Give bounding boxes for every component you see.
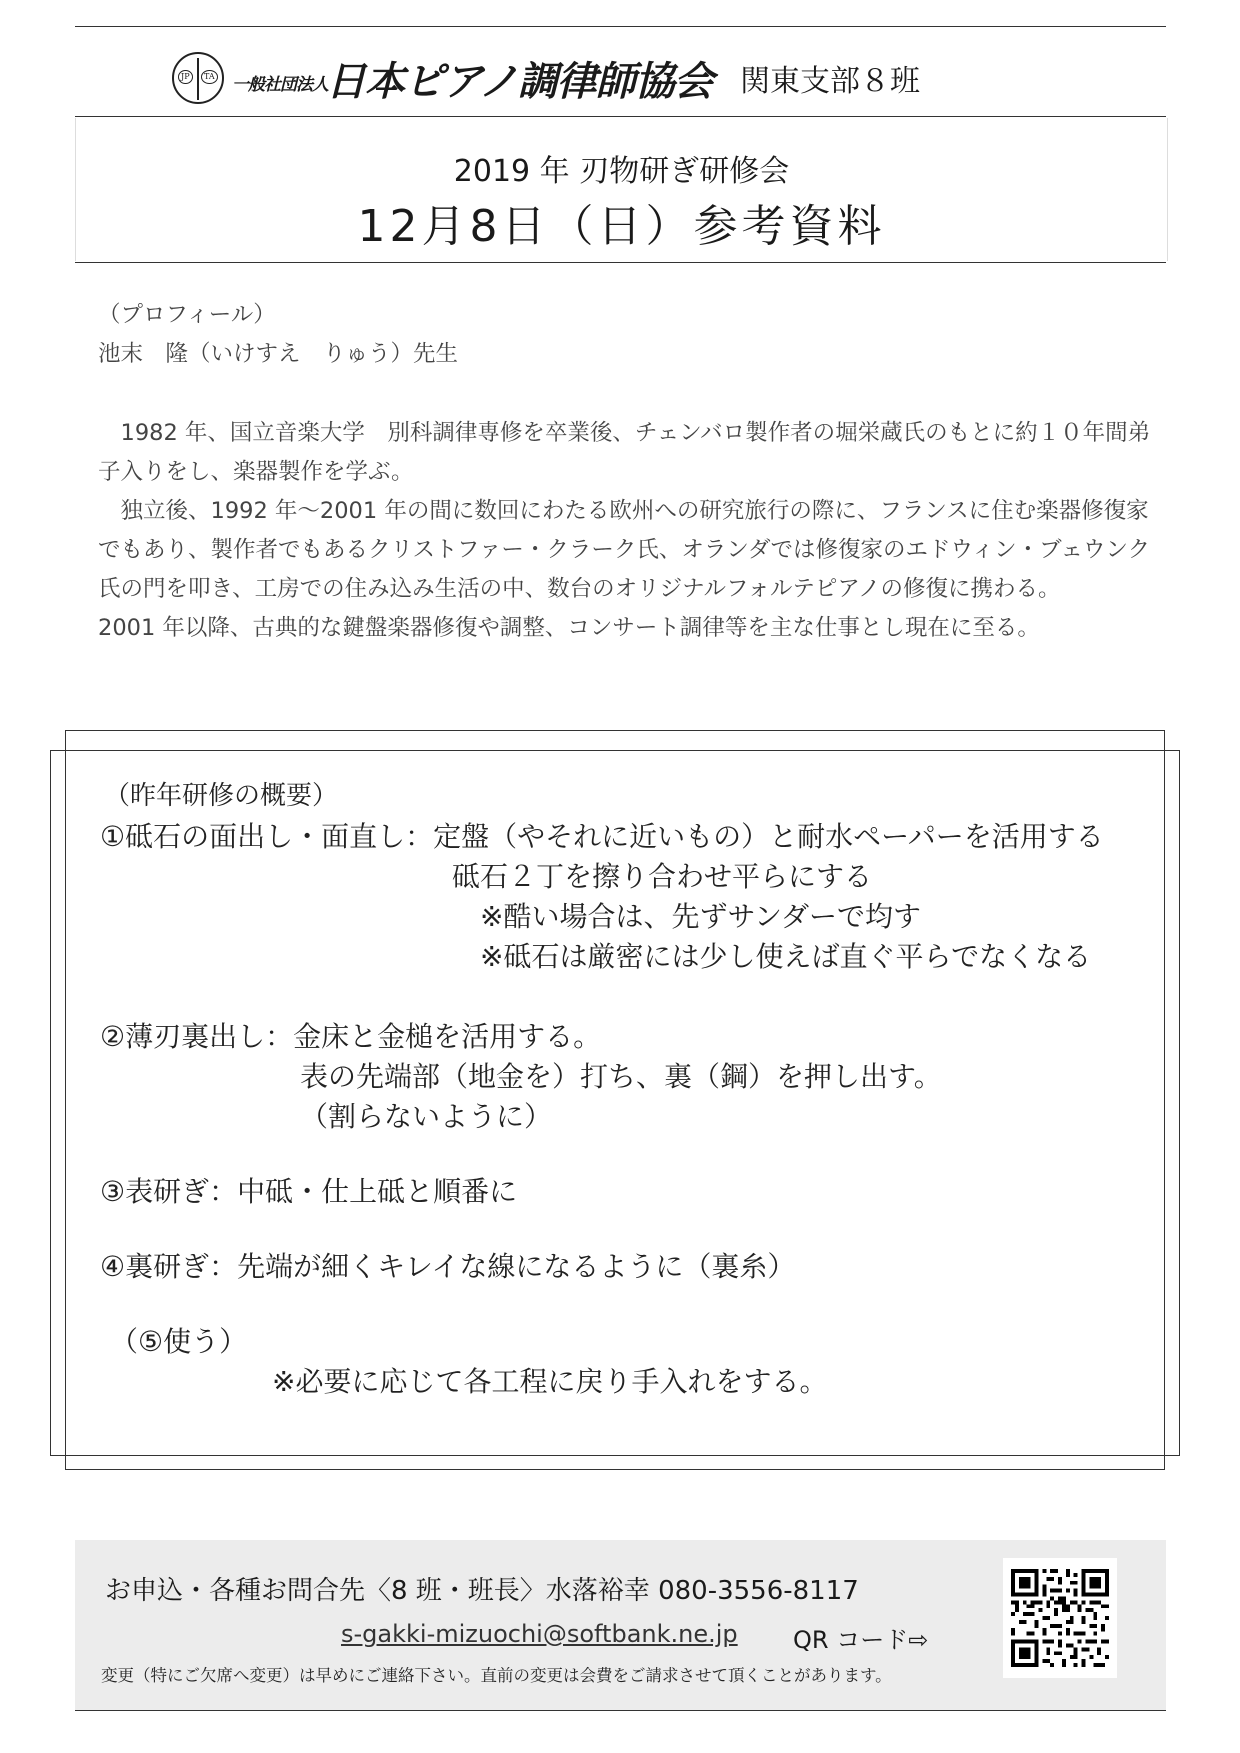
association-header	[168, 46, 968, 106]
header-rule	[75, 116, 1166, 117]
qr-code-label: QR コード⇨	[793, 1626, 929, 1654]
step-1: ①砥石の面出し・面直し：定盤（やそれに近いもの）と耐水ペーパーを活用する	[100, 820, 1104, 853]
profile-paragraph: 1982 年、国立音楽大学 別科調律専修を卒業後、チェンバロ製作者の堀栄蔵氏のもとに約１０年間弟子入りをし、楽器製作を学ぶ。	[98, 420, 1151, 485]
contact-email-link[interactable]: s-gakki-mizuochi@softbank.ne.jp	[341, 1620, 738, 1648]
step-4: ④裏研ぎ：先端が細くキレイな線になるように（裏糸）	[100, 1250, 796, 1283]
step-1-line-2: 砥石２丁を擦り合わせ平らにする	[452, 860, 873, 893]
step-3: ③表研ぎ：中砥・仕上砥と順番に	[100, 1175, 518, 1208]
org-prefix: 一般社団法人	[232, 75, 328, 95]
step-5: （⑤使う）	[110, 1325, 248, 1358]
title-block	[75, 118, 1168, 261]
step-2-line-2: 表の先端部（地金を）打ち、裏（鋼）を押し出す。	[300, 1060, 942, 1093]
top-rule	[75, 26, 1166, 27]
logo-emblem-jp: JP	[178, 70, 193, 84]
cancellation-note: 変更（特にご欠席へ変更）は早めにご連絡下さい。直前の変更は会費をご請求させて頂くことがあります。	[101, 1666, 892, 1685]
profile-paragraph: 独立後、1992 年～2001 年の間に数回にわたる欧州への研究旅行の際に、フランスに住む楽器修復家でもあり、製作者でもあるクリストファー・クラーク氏、オランダでは修復家のエドウィン・ブェウンク氏の門を叩き、工房での住み込み生活の中、数台のオリジナルフォルテピアノの修復に携わる。	[98, 498, 1151, 602]
profile-section	[98, 296, 1158, 648]
page-title: 12月8日（日）参考資料	[357, 201, 886, 252]
profile-heading: （プロフィール）	[98, 302, 276, 328]
step-1-note-1: ※酷い場合は、先ずサンダーで均す	[480, 900, 921, 933]
contact-info: お申込・各種お問合先〈8 班・班長〉水落裕幸 080-3556-8117	[105, 1576, 859, 1606]
step-2: ②薄刃裏出し：金床と金槌を活用する。	[100, 1020, 602, 1053]
event-subtitle: 2019 年 刃物研ぎ研修会	[453, 154, 790, 189]
contact-footer	[75, 1540, 1166, 1710]
closing-note: ※必要に応じて各工程に戻り手入れをする。	[272, 1365, 828, 1398]
qr-code-icon[interactable]	[1003, 1558, 1117, 1678]
branch-label: 関東支部８班	[740, 64, 920, 99]
title-rule	[75, 262, 1166, 263]
step-2-line-3: （割らないように）	[300, 1100, 553, 1133]
footer-bottom-rule	[75, 1710, 1166, 1711]
instructor-name: 池末 隆（いけすえ りゅう）先生	[98, 341, 459, 367]
summary-heading: （昨年研修の概要）	[104, 781, 339, 811]
org-name: 日本ピアノ調律師協会	[326, 59, 713, 105]
logo-emblem-ta: TA	[201, 70, 218, 84]
jpta-logo-icon	[172, 52, 224, 104]
qr-code-graphic	[1011, 1566, 1109, 1670]
step-1-note-2: ※砥石は厳密には少し使えば直ぐ平らでなくなる	[480, 940, 1092, 973]
profile-paragraph: 2001 年以降、古典的な鍵盤楽器修復や調整、コンサート調律等を主な仕事とし現在に至る。	[98, 615, 1040, 641]
